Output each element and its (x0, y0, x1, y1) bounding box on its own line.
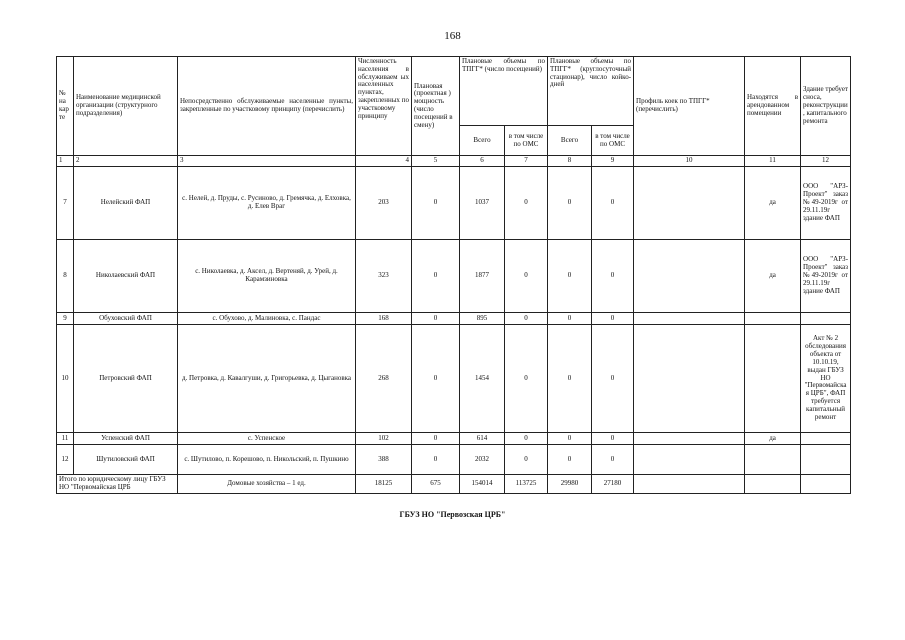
row-org: Успенский ФАП (74, 433, 178, 445)
table-row (57, 445, 851, 475)
row-leased (745, 445, 801, 475)
header-leased: Находятся в арендованном помещении (745, 57, 801, 156)
row-org: Нелейский ФАП (74, 167, 178, 240)
colnum-5: 5 (412, 156, 460, 167)
header-beds-total: Всего (548, 126, 592, 156)
colnum-11: 11 (745, 156, 801, 167)
row-capacity: 0 (412, 325, 460, 433)
colnum-1: 1 (57, 156, 74, 167)
row-capacity: 0 (412, 433, 460, 445)
row-building (801, 433, 851, 445)
row-beds-oms: 0 (592, 445, 634, 475)
row-visits-oms: 0 (505, 445, 548, 475)
total-beds-oms: 27180 (592, 475, 634, 494)
row-beds-total: 0 (548, 313, 592, 325)
row-population: 323 (356, 240, 412, 313)
row-num: 12 (57, 445, 74, 475)
row-visits-total: 1454 (460, 325, 505, 433)
row-org: Обуховский ФАП (74, 313, 178, 325)
row-beds-oms: 0 (592, 240, 634, 313)
row-visits-oms: 0 (505, 313, 548, 325)
row-served: с. Успенское (178, 433, 356, 445)
row-visits-total: 614 (460, 433, 505, 445)
colnum-10: 10 (634, 156, 745, 167)
column-number-row (57, 156, 851, 167)
row-beds-total: 0 (548, 445, 592, 475)
colnum-9: 9 (592, 156, 634, 167)
row-num: 10 (57, 325, 74, 433)
row-beds-total: 0 (548, 325, 592, 433)
row-num: 7 (57, 167, 74, 240)
row-served: д. Петровка, д. Кавалгуши, д. Григорьевка, д. Цыгановка (178, 325, 356, 433)
colnum-2: 2 (74, 156, 178, 167)
row-capacity: 0 (412, 445, 460, 475)
total-leased (745, 475, 801, 494)
total-served: Домовые хозяйства – 1 ед. (178, 475, 356, 494)
row-beds-oms: 0 (592, 433, 634, 445)
row-beds-oms: 0 (592, 325, 634, 433)
row-org: Николаевский ФАП (74, 240, 178, 313)
header-profile: Профиль коек по ТПГГ* (перечислить) (634, 57, 745, 156)
total-label: Итого по юридическому лицу ГБУЗ НО "Первомайская ЦРБ (57, 475, 178, 494)
row-org: Шутиловский ФАП (74, 445, 178, 475)
colnum-8: 8 (548, 156, 592, 167)
table-row (57, 433, 851, 445)
row-beds-total: 0 (548, 433, 592, 445)
total-profile (634, 475, 745, 494)
header-num: № на кар те (57, 57, 74, 156)
row-visits-oms: 0 (505, 240, 548, 313)
row-visits-total: 895 (460, 313, 505, 325)
page-number: 168 (444, 30, 461, 42)
row-population: 268 (356, 325, 412, 433)
row-beds-oms: 0 (592, 313, 634, 325)
header-capacity: Плановая (проектная ) мощность (число посещений в смену) (412, 57, 460, 156)
row-visits-total: 2032 (460, 445, 505, 475)
total-visits-total: 154014 (460, 475, 505, 494)
colnum-12: 12 (801, 156, 851, 167)
row-profile (634, 167, 745, 240)
row-profile (634, 433, 745, 445)
total-population: 18125 (356, 475, 412, 494)
header-row-1 (57, 57, 851, 126)
header-building: Здание требует сноса, реконструкции , капитального ремонта (801, 57, 851, 156)
header-visits: Плановые объемы по ТПГГ* (число посещений) (460, 57, 548, 126)
colnum-7: 7 (505, 156, 548, 167)
row-served: с. Нелей, д. Пруды, с. Русиново, д. Гремячка, д. Елховка, д. Елев Враг (178, 167, 356, 240)
row-served: с. Николаевка, д. Аксел, д. Вертеняй, д. Урей, д. Карамзиновка (178, 240, 356, 313)
row-building: Акт № 2 обследования объекта от 10.10.19, выдан ГБУЗ НО "Первомайская ЦРБ", ФАП требуется капитальный ремонт (801, 325, 851, 433)
row-leased: да (745, 240, 801, 313)
row-profile (634, 325, 745, 433)
footer-title: ГБУЗ НО "Первозская ЦРБ" (399, 510, 506, 519)
row-population: 388 (356, 445, 412, 475)
header-visits-oms: в том числе по ОМС (505, 126, 548, 156)
row-profile (634, 313, 745, 325)
colnum-3: 3 (178, 156, 356, 167)
row-population: 102 (356, 433, 412, 445)
row-num: 11 (57, 433, 74, 445)
header-served: Непосредственно обслуживаемые населенные пункты, закрепленные по участковому принципу (перечислить) (178, 57, 356, 156)
table-row (57, 167, 851, 240)
row-building (801, 313, 851, 325)
colnum-4: 4 (356, 156, 412, 167)
row-visits-oms: 0 (505, 325, 548, 433)
table-row (57, 313, 851, 325)
total-beds-total: 29980 (548, 475, 592, 494)
row-visits-total: 1037 (460, 167, 505, 240)
row-capacity: 0 (412, 240, 460, 313)
header-beds: Плановые объемы по ТПГГ* (круглосуточный стационар), число койко-дней (548, 57, 634, 126)
total-row (57, 475, 851, 494)
row-capacity: 0 (412, 167, 460, 240)
table-row (57, 240, 851, 313)
row-population: 203 (356, 167, 412, 240)
row-leased (745, 313, 801, 325)
colnum-6: 6 (460, 156, 505, 167)
row-population: 168 (356, 313, 412, 325)
row-served: с. Обухово, д. Малиновка, с. Пандас (178, 313, 356, 325)
row-building: ООО "АРЗ-Проект" заказ №49-2019г от 29.11.19г здание ФАП (801, 167, 851, 240)
header-org: Наименование медицинской организации (структурного подразделения) (74, 57, 178, 156)
header-beds-oms: в том числе по ОМС (592, 126, 634, 156)
row-visits-total: 1877 (460, 240, 505, 313)
row-leased: да (745, 167, 801, 240)
row-profile (634, 445, 745, 475)
row-beds-total: 0 (548, 240, 592, 313)
row-building (801, 445, 851, 475)
row-building: ООО "АРЗ-Проект" заказ №49-2019г от 29.11.19г здание ФАП (801, 240, 851, 313)
facilities-table (56, 56, 851, 494)
row-leased (745, 325, 801, 433)
row-leased: да (745, 433, 801, 445)
total-visits-oms: 113725 (505, 475, 548, 494)
row-served: с. Шутилово, п. Корешово, п. Никольский, п. Пушкино (178, 445, 356, 475)
header-visits-total: Всего (460, 126, 505, 156)
total-building (801, 475, 851, 494)
row-profile (634, 240, 745, 313)
row-num: 8 (57, 240, 74, 313)
row-beds-oms: 0 (592, 167, 634, 240)
row-org: Петровский ФАП (74, 325, 178, 433)
table-row (57, 325, 851, 433)
row-capacity: 0 (412, 313, 460, 325)
row-visits-oms: 0 (505, 167, 548, 240)
row-beds-total: 0 (548, 167, 592, 240)
row-visits-oms: 0 (505, 433, 548, 445)
row-num: 9 (57, 313, 74, 325)
total-capacity: 675 (412, 475, 460, 494)
header-population: Численность населения в обслуживаем ых населенных пунктах, закрепленных по участковому принципу (356, 57, 412, 156)
